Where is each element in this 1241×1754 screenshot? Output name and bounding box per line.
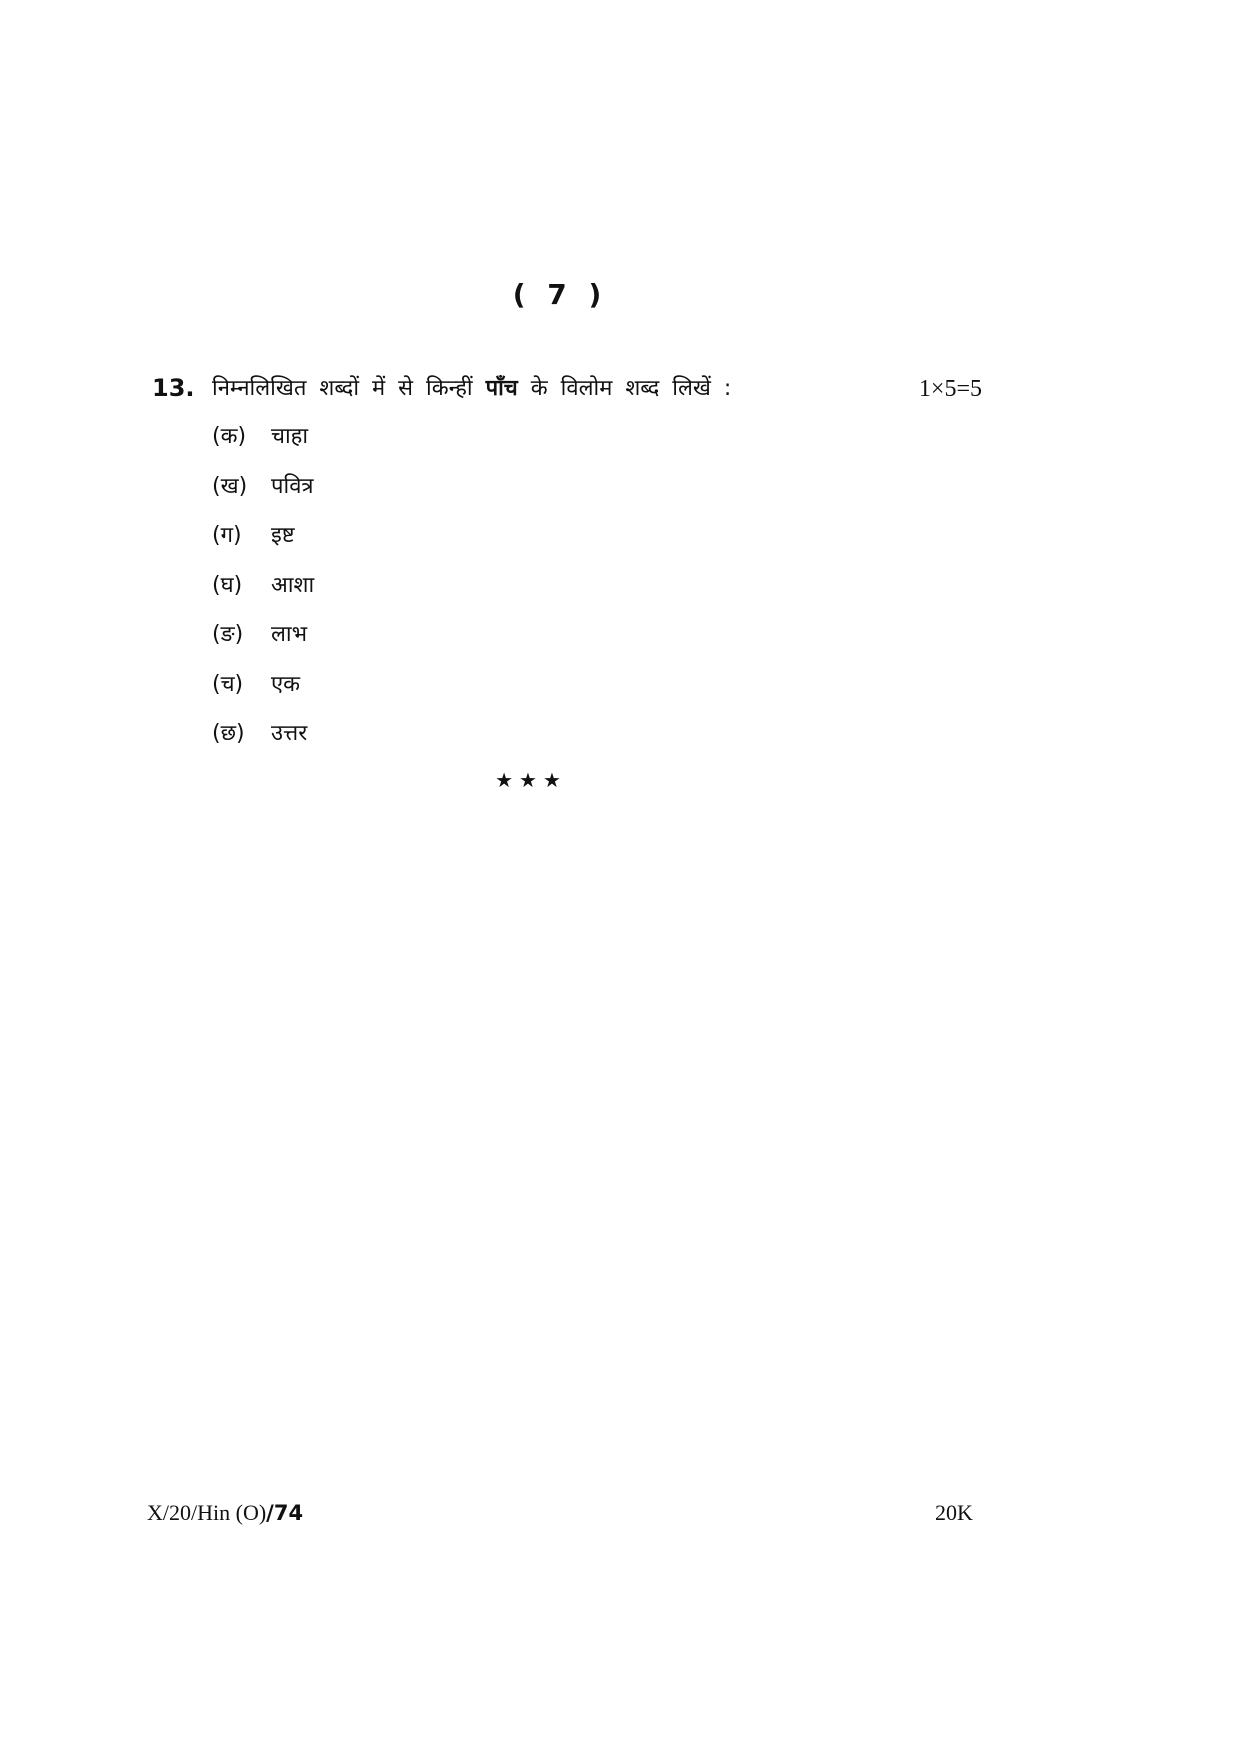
option-label: (ग) <box>212 523 242 548</box>
paper-code-prefix: X/20/Hin (O) <box>147 1500 267 1525</box>
option-item <box>212 519 314 569</box>
option-item <box>212 470 314 520</box>
question-text-emphasis: पाँच <box>485 376 518 401</box>
paper-code-suffix: /74 <box>266 1501 304 1525</box>
option-label: (क) <box>212 424 247 449</box>
option-word: उत्तर <box>271 721 308 746</box>
end-of-paper-stars: ★★★ <box>495 768 567 792</box>
option-word: लाभ <box>271 622 308 647</box>
option-word: आशा <box>271 572 315 598</box>
question-text-end: के विलोम शब्द लिखें : <box>517 376 732 401</box>
option-label: (ख) <box>212 473 248 499</box>
option-label: (घ) <box>212 572 243 598</box>
option-item <box>212 668 314 718</box>
option-label: (छ) <box>212 721 245 746</box>
option-item <box>212 618 314 668</box>
question-number: 13. <box>152 374 195 402</box>
option-word: एक <box>271 671 301 697</box>
option-word: पवित्र <box>271 473 314 499</box>
option-label: (च) <box>212 671 244 697</box>
question-13 <box>152 370 982 410</box>
option-item <box>212 420 314 470</box>
paper-code <box>147 1500 303 1526</box>
option-item <box>212 569 314 619</box>
question-text-start: निम्नलिखित शब्दों में से किन्हीं <box>212 376 486 401</box>
option-list <box>212 420 314 767</box>
option-label: (ङ) <box>212 622 244 647</box>
option-word: इष्ट <box>271 523 295 548</box>
print-code: 20K <box>935 1500 973 1525</box>
option-word: चाहा <box>271 424 309 449</box>
page-number: ( 7 ) <box>512 278 608 311</box>
option-item <box>212 717 314 767</box>
question-marks: 1×5=5 <box>918 376 982 402</box>
question-text <box>212 372 731 402</box>
